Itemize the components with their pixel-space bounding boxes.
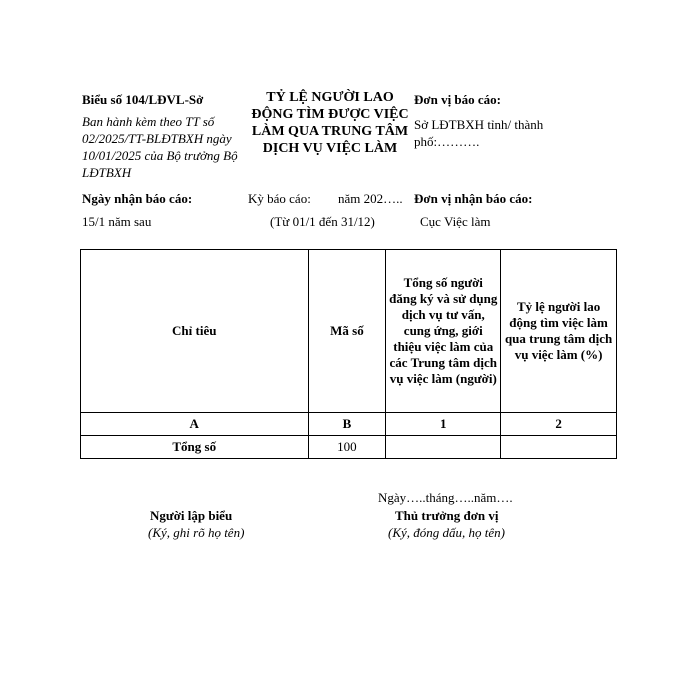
code-cell: 1 <box>386 413 501 436</box>
period-label: Kỳ báo cáo: <box>248 191 311 206</box>
received-date-label: Ngày nhận báo cáo: <box>82 191 193 206</box>
document-title: TỶ LỆ NGƯỜI LAO ĐỘNG TÌM ĐƯỢC VIỆC LÀM QUA TRUNG TÂM DỊCH VỤ VIỆC LÀM <box>251 90 409 156</box>
preparer-note: (Ký, ghi rõ họ tên) <box>148 525 245 540</box>
row-value-registered <box>386 436 501 459</box>
issued-note: Ban hành kèm theo TT số 02/2025/TT-BLĐTBXH ngày 10/01/2025 của Bộ trưởng Bộ LĐTBXH <box>82 114 238 180</box>
row-label: Tổng số <box>81 436 309 459</box>
signature-date-line: Ngày…..tháng…..năm…. <box>378 490 513 505</box>
reporting-unit-value: Sở LĐTBXH tỉnh/ thành phố:………. <box>414 117 544 149</box>
row-code: 100 <box>308 436 386 459</box>
preparer-title: Người lập biểu <box>150 508 233 523</box>
header-indicator: Chỉ tiêu <box>81 250 309 413</box>
table-header-row <box>81 250 617 413</box>
table-code-row <box>81 413 617 436</box>
header-code: Mã số <box>308 250 386 413</box>
period-value: năm 202….. <box>338 191 403 206</box>
code-cell: B <box>308 413 386 436</box>
receiving-unit-value: Cục Việc làm <box>420 214 491 229</box>
period-range: (Từ 01/1 đến 31/12) <box>270 214 375 229</box>
form-code: Biểu số 104/LĐVL-Sở <box>82 92 204 107</box>
receiving-unit-label: Đơn vị nhận báo cáo: <box>414 191 533 206</box>
table-row <box>81 436 617 459</box>
code-cell: A <box>81 413 309 436</box>
received-date-value: 15/1 năm sau <box>82 214 152 229</box>
unit-head-title: Thủ trưởng đơn vị <box>395 508 499 523</box>
reporting-unit-label: Đơn vị báo cáo: <box>414 92 502 107</box>
code-cell: 2 <box>501 413 617 436</box>
header-rate: Tỷ lệ người lao động tìm việc làm qua trung tâm dịch vụ việc làm (%) <box>501 250 617 413</box>
report-table <box>80 249 617 459</box>
unit-head-note: (Ký, đóng dấu, họ tên) <box>388 525 505 540</box>
header-total-registered: Tổng số người đăng ký và sử dụng dịch vụ tư vấn, cung ứng, giới thiệu việc làm của các Trung tâm dịch vụ việc làm (người) <box>386 250 501 413</box>
row-value-rate <box>501 436 617 459</box>
